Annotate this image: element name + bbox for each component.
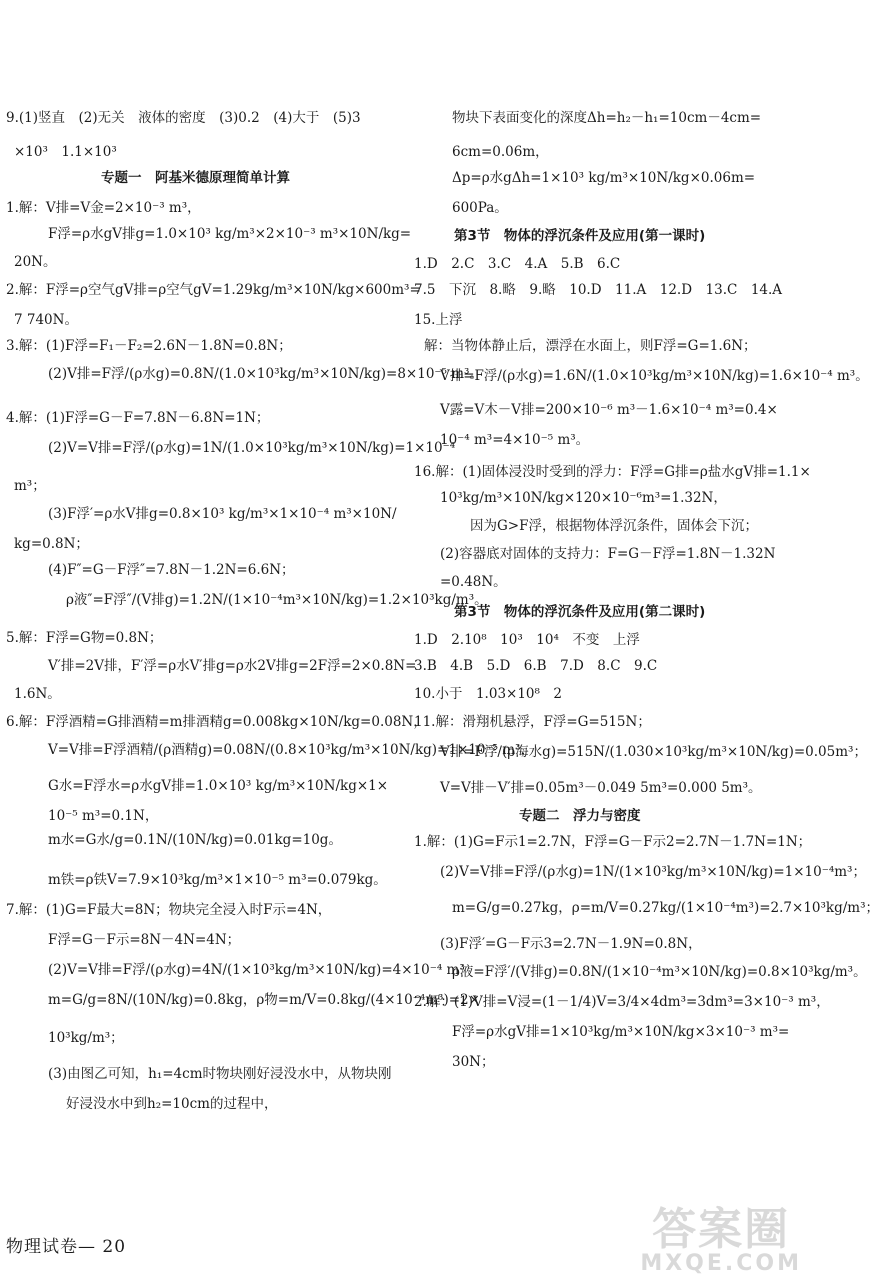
answer-line: V′排=2V排，F′浮=ρ水V′排g=ρ水2V排g=2F浮=2×0.8N=: [48, 658, 417, 674]
answer-line: 20N。: [14, 254, 57, 270]
watermark-url: MXQE.COM: [640, 1251, 802, 1276]
answer-line: kg=0.8N；: [14, 536, 89, 552]
answer-line: ρ液=F浮′/(V排g)=0.8N/(1×10⁻⁴m³×10N/kg)=0.8×10³kg/m³。: [452, 964, 867, 980]
answer-line: V=V排－V′排=0.05m³－0.049 5m³=0.000 5m³。: [440, 780, 762, 796]
answer-line: (3)F浮′=G－F示3=2.7N－1.9N=0.8N，: [440, 936, 702, 952]
answer-line: 6cm=0.06m，: [452, 144, 549, 160]
watermark-logo-text: 答案圈: [652, 1204, 791, 1255]
answer-line: 7 740N。: [14, 312, 78, 328]
section-heading: 第3节 物体的浮沉条件及应用(第二课时): [454, 604, 706, 620]
answer-line: V排=F浮/(ρ海水g)=515N/(1.030×10³kg/m³×10N/kg)=0.05m³；: [440, 744, 867, 760]
answer-line: (2)容器底对固体的支持力：F=G－F浮=1.8N－1.32N: [440, 546, 776, 562]
answer-line: V排=F浮/(ρ水g)=1.6N/(1.0×10³kg/m³×10N/kg)=1.6×10⁻⁴ m³。: [440, 368, 869, 384]
answer-line: m铁=ρ铁V=7.9×10³kg/m³×1×10⁻⁵ m³=0.079kg。: [48, 872, 387, 888]
answer-line: F浮=ρ水gV排g=1.0×10³ kg/m³×2×10⁻³ m³×10N/kg=: [48, 226, 412, 242]
answer-line: 30N；: [452, 1054, 495, 1070]
answer-line: =0.48N。: [440, 574, 507, 590]
answer-line: 3.B 4.B 5.D 6.B 7.D 8.C 9.C: [414, 658, 658, 674]
answer-line: 1.D 2.C 3.C 4.A 5.B 6.C: [414, 256, 621, 272]
answer-line: (2)V=V排=F浮/(ρ水g)=1N/(1×10³kg/m³×10N/kg)=1×10⁻⁴m³；: [440, 864, 866, 880]
answer-line: m³；: [14, 478, 46, 494]
answer-line: 10³kg/m³；: [48, 1030, 124, 1046]
section-heading: 第3节 物体的浮沉条件及应用(第一课时): [454, 228, 706, 244]
answer-line: m=G/g=0.27kg，ρ=m/V=0.27kg/(1×10⁻⁴m³)=2.7×10³kg/m³；: [452, 900, 879, 916]
answer-line: 解：当物体静止后，漂浮在水面上，则F浮=G=1.6N；: [424, 338, 757, 354]
answer-line: ρ液″=F浮″/(V排g)=1.2N/(1×10⁻⁴m³×10N/kg)=1.2×10³kg/m³。: [66, 592, 488, 608]
answer-line: 因为G>F浮，根据物体浮沉条件，固体会下沉；: [470, 518, 758, 534]
answer-line: (3)F浮′=ρ水V排g=0.8×10³ kg/m³×1×10⁻⁴ m³×10N/: [48, 506, 397, 522]
answer-line: 1.D 2.10⁸ 10³ 10⁴ 不变 上浮: [414, 632, 640, 648]
watermark: [640, 1204, 802, 1276]
answer-line: 600Pa。: [452, 200, 508, 216]
answer-line: F浮=G－F示=8N－4N=4N；: [48, 932, 241, 948]
answer-line: m水=G水/g=0.1N/(10N/kg)=0.01kg=10g。: [48, 832, 342, 848]
answer-line: (3)由图乙可知，h₁=4cm时物块刚好浸没水中，从物块刚: [48, 1066, 392, 1082]
answer-line: 10³kg/m³×10N/kg×120×10⁻⁶m³=1.32N，: [440, 490, 727, 506]
answer-line: 11.解：滑翔机悬浮，F浮=G=515N；: [414, 714, 651, 730]
answer-line: (2)V排=F浮/(ρ水g)=0.8N/(1.0×10³kg/m³×10N/kg)=8×10⁻⁵ m³。: [48, 366, 483, 382]
answer-line: 5.解：F浮=G物=0.8N；: [6, 630, 163, 646]
answer-line: 9.(1)竖直 (2)无关 液体的密度 (3)0.2 (4)大于 (5)3: [6, 110, 361, 126]
answer-line: 物块下表面变化的深度Δh=h₂－h₁=10cm－4cm=: [452, 110, 762, 126]
answer-line: 好浸没水中到h₂=10cm的过程中，: [66, 1096, 278, 1112]
answer-line: F浮=ρ水gV排=1×10³kg/m³×10N/kg×3×10⁻³ m³=: [452, 1024, 790, 1040]
answer-line: 1.解：(1)G=F示1=2.7N，F浮=G－F示2=2.7N－1.7N=1N；: [414, 834, 812, 850]
answer-line: 2.解：(1)V排=V浸=(1－1/4)V=3/4×4dm³=3dm³=3×10⁻³ m³，: [414, 994, 830, 1010]
answer-line: ×10³ 1.1×10³: [14, 144, 117, 160]
answer-line: G水=F浮水=ρ水gV排=1.0×10³ kg/m³×10N/kg×1×: [48, 778, 389, 794]
answer-line: 10⁻⁴ m³=4×10⁻⁵ m³。: [440, 432, 590, 448]
answer-line: 7.解：(1)G=F最大=8N；物块完全浸入时F示=4N，: [6, 902, 332, 918]
answer-line: (2)V=V排=F浮/(ρ水g)=4N/(1×10³kg/m³×10N/kg)=4×10⁻⁴ m³: [48, 962, 465, 978]
answer-line: 2.解：F浮=ρ空气gV排=ρ空气gV=1.29kg/m³×10N/kg×600m³=: [6, 282, 421, 298]
answer-line: 1.解：V排=V金=2×10⁻³ m³，: [6, 200, 201, 216]
answer-line: 1.6N。: [14, 686, 61, 702]
answer-line: (2)V=V排=F浮/(ρ水g)=1N/(1.0×10³kg/m³×10N/kg)=1×10⁻⁴: [48, 440, 456, 456]
answer-line: 10⁻⁵ m³=0.1N，: [48, 808, 159, 824]
answer-line: 3.解：(1)F浮=F₁－F₂=2.6N－1.8N=0.8N；: [6, 338, 292, 354]
page-footer: 物理试卷— 20: [6, 1237, 127, 1257]
answer-line: 16.解：(1)固体浸没时受到的浮力：F浮=G排=ρ盐水gV排=1.1×: [414, 464, 811, 480]
answer-line: Δp=ρ水gΔh=1×10³ kg/m³×10N/kg×0.06m=: [452, 170, 756, 186]
answer-line: 7.5 下沉 8.略 9.略 10.D 11.A 12.D 13.C 14.A: [414, 282, 783, 298]
answer-line: 4.解：(1)F浮=G－F=7.8N－6.8N=1N；: [6, 410, 270, 426]
answer-line: V=V排=F浮酒精/(ρ酒精g)=0.08N/(0.8×10³kg/m³×10N/kg)=1×10⁻⁵ m³，: [48, 742, 534, 758]
answer-line: 15.上浮: [414, 312, 463, 328]
answer-line: (4)F″=G－F浮″=7.8N－1.2N=6.6N；: [48, 562, 295, 578]
answer-line: m=G/g=8N/(10N/kg)=0.8kg，ρ物=m/V=0.8kg/(4×10⁻⁴m³)=2×: [48, 992, 480, 1008]
answer-line: 6.解：F浮酒精=G排酒精=m排酒精g=0.008kg×10N/kg=0.08N，: [6, 714, 427, 730]
section-heading: 专题二 浮力与密度: [519, 808, 641, 824]
section-heading: 专题一 阿基米德原理简单计算: [101, 170, 290, 186]
answer-line: 10.小于 1.03×10⁸ 2: [414, 686, 563, 702]
answer-line: V露=V木－V排=200×10⁻⁶ m³－1.6×10⁻⁴ m³=0.4×: [440, 402, 778, 418]
